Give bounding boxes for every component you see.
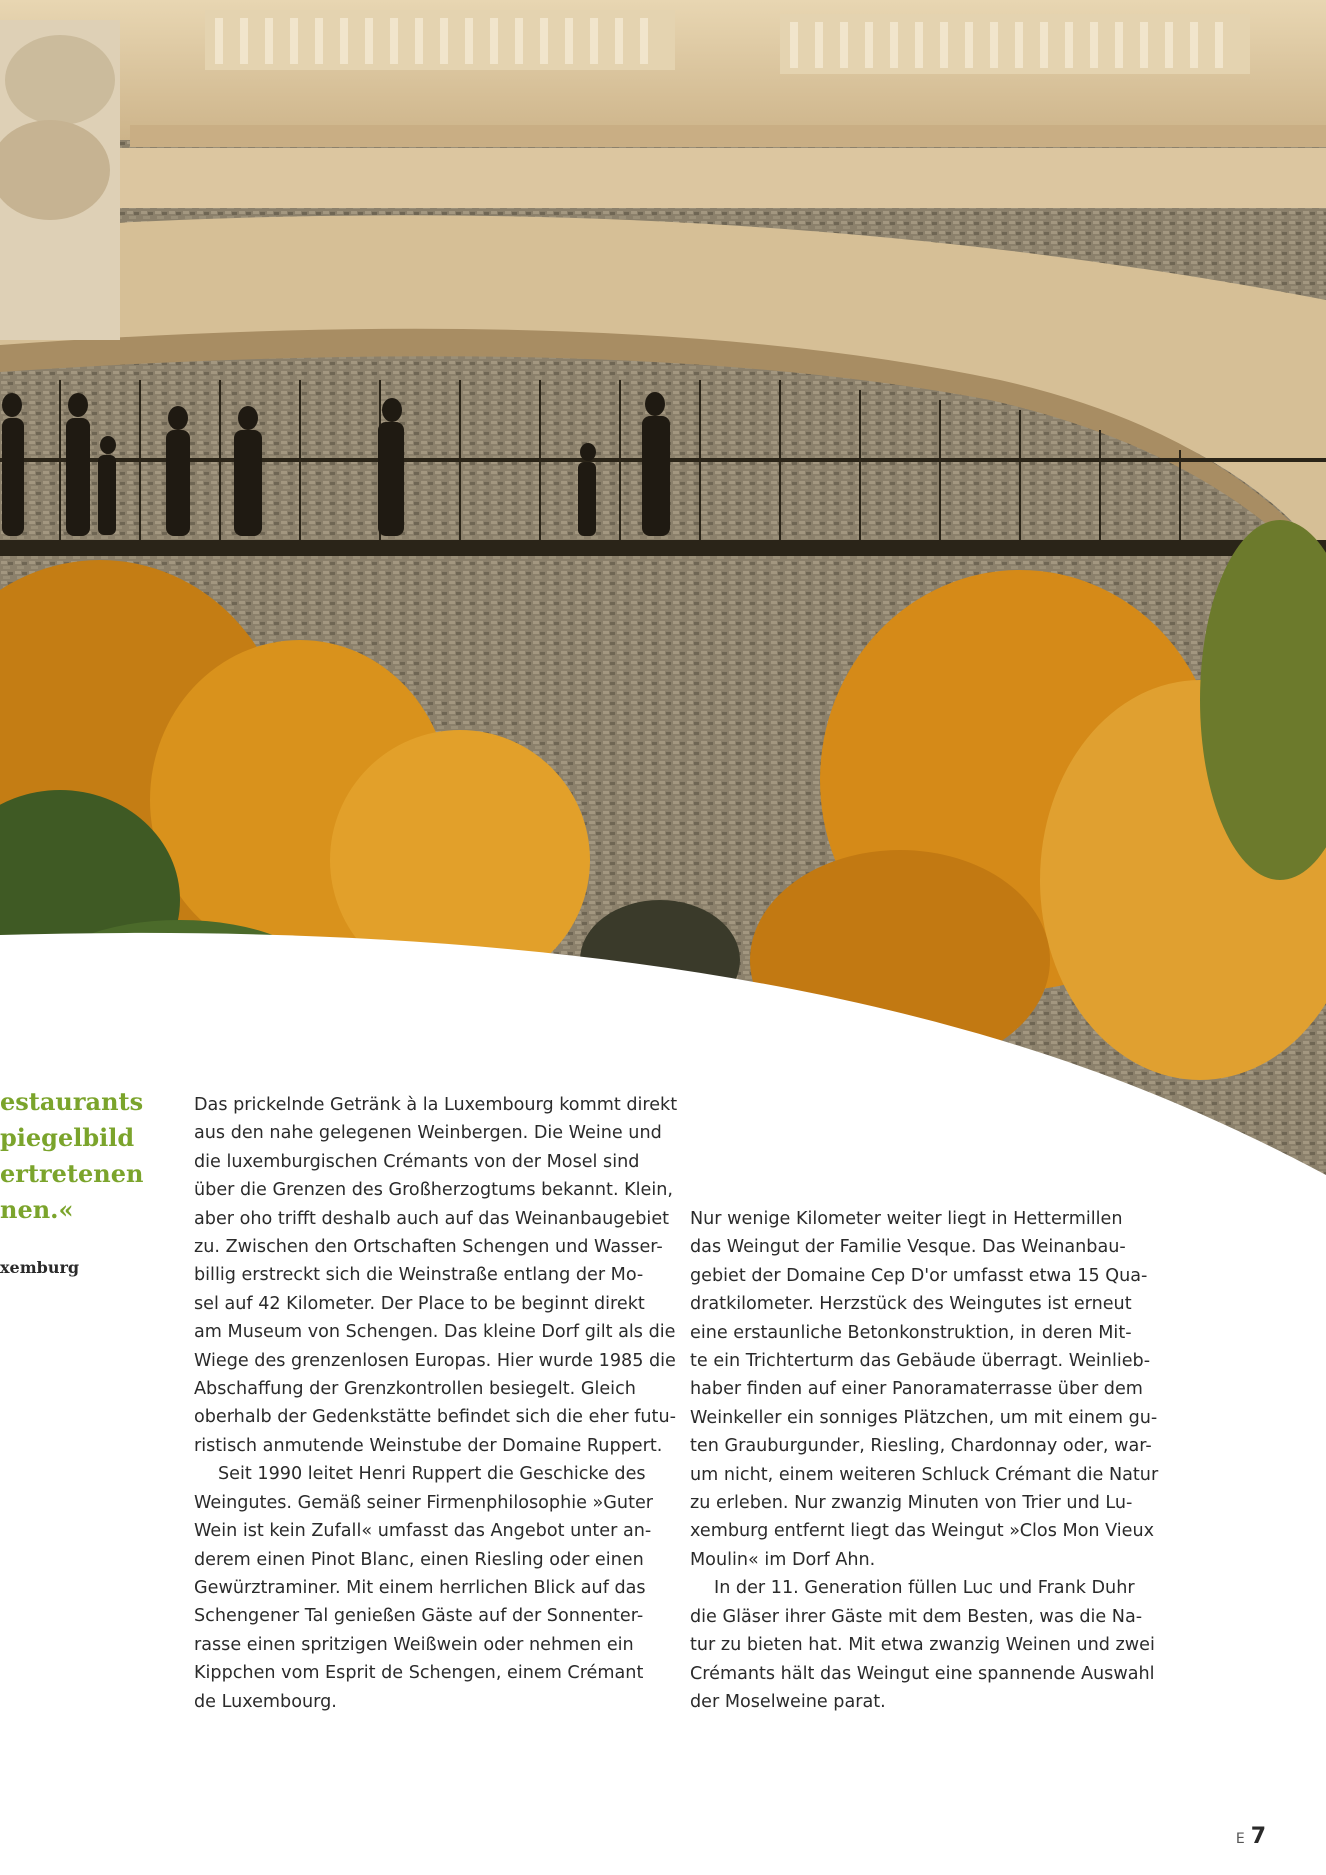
text-line: derem einen Pinot Blanc, einen Riesling oder einen: [194, 1549, 644, 1570]
pull-quote-line: nen.«: [0, 1195, 74, 1224]
text-line: de Luxembourg.: [194, 1691, 337, 1712]
text-line: In der 11. Generation füllen Luc und Frank Duhr: [714, 1578, 1135, 1599]
pull-quote: [0, 1084, 190, 1228]
pull-quote-credit: xemburg: [0, 1258, 80, 1277]
text-line: xemburg entfernt liegt das Weingut »Clos Mon Vieux: [690, 1521, 1155, 1542]
text-line: ten Grauburgunder, Riesling, Chardonnay oder, war-: [690, 1436, 1152, 1457]
text-line: das Weingut der Familie Vesque. Das Weinanbau-: [690, 1237, 1126, 1258]
text-line: sel auf 42 Kilometer. Der Place to be beginnt direkt: [194, 1293, 645, 1314]
text-line: dratkilometer. Herzstück des Weingutes ist erneut: [690, 1294, 1132, 1315]
text-line: der Moselweine parat.: [690, 1691, 886, 1712]
text-line: am Museum von Schengen. Das kleine Dorf gilt als die: [194, 1322, 676, 1343]
pull-quote-line: ertretenen: [0, 1159, 144, 1188]
text-line: gebiet der Domaine Cep D'or umfasst etwa 15 Qua-: [690, 1265, 1148, 1286]
article-column-right: [690, 1205, 1170, 1716]
text-line: aber oho trifft deshalb auch auf das Weinanbaugebiet: [194, 1208, 670, 1229]
text-line: Weingutes. Gemäß seiner Firmenphilosophie »Guter: [194, 1492, 654, 1513]
text-line: über die Grenzen des Großherzogtums bekannt. Klein,: [194, 1180, 674, 1201]
text-line: die Gläser ihrer Gäste mit dem Besten, was die Na-: [690, 1606, 1143, 1627]
text-line: billig erstreckt sich die Weinstraße entlang der Mo-: [194, 1265, 644, 1286]
text-line: um nicht, einem weiteren Schluck Crémant die Natur: [690, 1464, 1159, 1485]
text-line: Wein ist kein Zufall« umfasst das Angebot unter an-: [194, 1521, 652, 1542]
text-line: Seit 1990 leitet Henri Ruppert die Geschicke des: [218, 1464, 646, 1485]
text-line: Weinkeller ein sonniges Plätzchen, um mit einem gu-: [690, 1407, 1158, 1428]
text-line: Gewürztraminer. Mit einem herrlichen Blick auf das: [194, 1577, 646, 1598]
text-line: Nur wenige Kilometer weiter liegt in Hettermillen: [690, 1209, 1123, 1229]
text-line: rasse einen spritzigen Weißwein oder nehmen ein: [194, 1634, 634, 1655]
pull-quote-line: estaurants: [0, 1087, 144, 1116]
text-line: die luxemburgischen Crémants von der Mosel sind: [194, 1151, 640, 1172]
page-number-value: 7: [1250, 1824, 1266, 1849]
text-line: eine erstaunliche Betonkonstruktion, in deren Mit-: [690, 1322, 1132, 1343]
text-line: oberhalb der Gedenkstätte befindet sich die eher futu-: [194, 1407, 676, 1428]
text-line: zu. Zwischen den Ortschaften Schengen und Wasser-: [194, 1237, 663, 1258]
article-column-left: [194, 1091, 678, 1716]
page-number: [1236, 1824, 1266, 1849]
section-letter: E: [1235, 1831, 1245, 1847]
text-line: Das prickelnde Getränk à la Luxembourg kommt direkt: [194, 1095, 678, 1115]
text-line: Kippchen vom Esprit de Schengen, einem Crémant: [194, 1663, 644, 1684]
text-line: zu erleben. Nur zwanzig Minuten von Trier und Lu-: [690, 1493, 1133, 1514]
text-line: Wiege des grenzenlosen Europas. Hier wurde 1985 die: [194, 1350, 676, 1371]
text-line: Moulin« im Dorf Ahn.: [690, 1549, 876, 1570]
text-line: aus den nahe gelegenen Weinbergen. Die Weine und: [194, 1123, 662, 1144]
text-line: tur zu bieten hat. Mit etwa zwanzig Weinen und zwei: [690, 1635, 1155, 1656]
text-line: Abschaffung der Grenzkontrollen besiegelt. Gleich: [194, 1379, 636, 1400]
pull-quote-line: piegelbild: [0, 1123, 135, 1152]
text-line: te ein Trichterturm das Gebäude überragt. Weinlieb-: [690, 1351, 1151, 1372]
text-line: Schengener Tal genießen Gäste auf der Sonnenter-: [194, 1606, 644, 1627]
text-line: Crémants hält das Weingut eine spannende Auswahl: [690, 1663, 1155, 1684]
text-line: ristisch anmutende Weinstube der Domaine Ruppert.: [194, 1435, 663, 1456]
text-line: haber finden auf einer Panoramaterrasse über dem: [690, 1379, 1143, 1400]
